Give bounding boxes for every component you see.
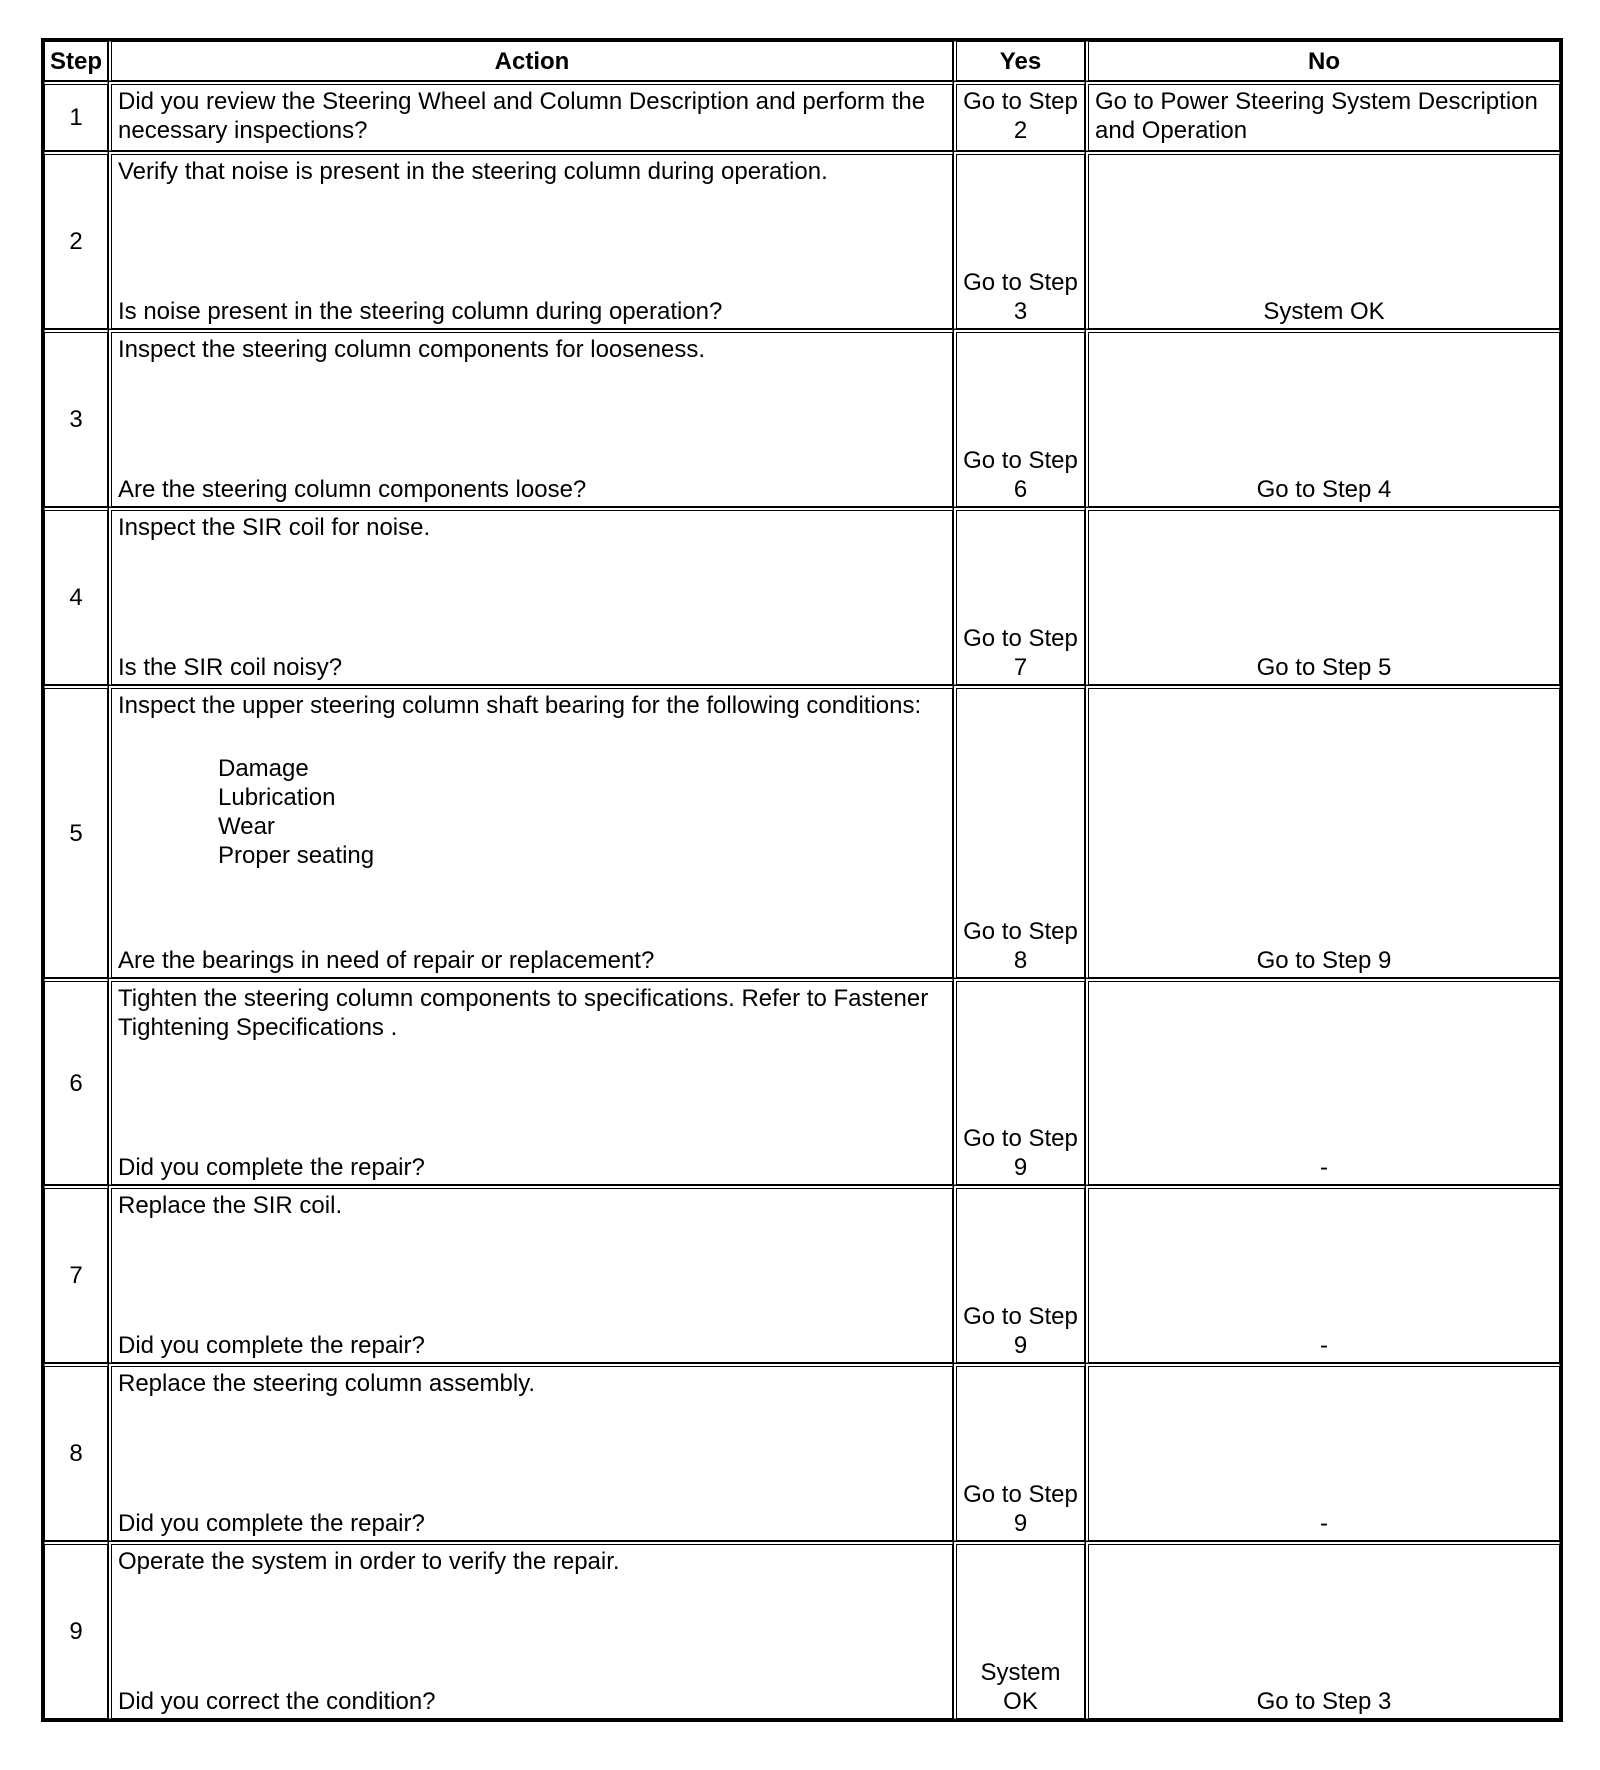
table-row — [44, 1363, 1560, 1541]
action-text: Verify that noise is present in the steering column during operation. — [118, 158, 828, 185]
yes-line-1: Go to Step — [963, 1125, 1078, 1152]
header-no: No — [1085, 41, 1560, 81]
step-number: 7 — [44, 1185, 108, 1363]
no-text: Go to Power Steering System Description and Operation — [1095, 88, 1538, 144]
step-number: 4 — [44, 507, 108, 685]
action-text: Inspect the steering column components for looseness. — [118, 336, 705, 363]
action-cell — [108, 1185, 953, 1363]
action-cell — [108, 329, 953, 507]
no-cell — [1085, 507, 1560, 685]
yes-line-1: Go to Step — [963, 1303, 1078, 1330]
step-number: 9 — [44, 1541, 108, 1719]
list-item: Wear — [218, 813, 275, 840]
yes-cell — [953, 1363, 1085, 1541]
list-item: Proper seating — [218, 842, 375, 869]
list-item: Lubrication — [218, 784, 336, 811]
header-step: Step — [44, 41, 108, 81]
no-text: - — [1320, 1332, 1328, 1359]
action-text: Operate the system in order to verify the repair. — [118, 1548, 620, 1575]
yes-line-1: Go to Step — [963, 1481, 1078, 1508]
action-cell — [108, 978, 953, 1185]
step-number: 6 — [44, 978, 108, 1185]
no-cell — [1085, 1541, 1560, 1719]
step-number: 1 — [44, 81, 108, 151]
yes-line-1: Go to Step — [963, 269, 1078, 296]
table-row — [44, 507, 1560, 685]
action-cell — [108, 151, 953, 329]
table-row — [44, 329, 1560, 507]
yes-line-2: OK — [1003, 1688, 1038, 1715]
yes-line-2: 3 — [1013, 298, 1028, 325]
no-text: System OK — [1263, 298, 1385, 325]
yes-line-2: 9 — [1013, 1510, 1028, 1537]
action-text: Tighten the steering column components to specifications. Refer to Fastener Tightening Specifications . — [118, 985, 929, 1041]
action-text: Inspect the SIR coil for noise. — [118, 514, 431, 541]
yes-line-1: Go to Step — [963, 88, 1078, 115]
header-row — [44, 41, 1560, 81]
yes-cell — [953, 507, 1085, 685]
action-question: Did you complete the repair? — [118, 1154, 425, 1181]
step-number: 8 — [44, 1363, 108, 1541]
no-cell — [1085, 81, 1560, 151]
table-row — [44, 1541, 1560, 1719]
yes-cell — [953, 81, 1085, 151]
table-row — [44, 978, 1560, 1185]
yes-cell — [953, 151, 1085, 329]
action-cell — [108, 685, 953, 978]
step-number: 5 — [44, 685, 108, 978]
diagnostic-table — [41, 38, 1563, 1722]
list-item: Damage — [218, 755, 309, 782]
no-text: Go to Step 5 — [1256, 654, 1392, 681]
no-cell — [1085, 151, 1560, 329]
yes-line-1: Go to Step — [963, 625, 1078, 652]
no-text: Go to Step 3 — [1256, 1688, 1392, 1715]
step-number: 2 — [44, 151, 108, 329]
yes-cell — [953, 329, 1085, 507]
no-text: - — [1320, 1154, 1328, 1181]
action-question: Did you complete the repair? — [118, 1510, 425, 1537]
no-cell — [1085, 978, 1560, 1185]
step-number: 3 — [44, 329, 108, 507]
no-cell — [1085, 1363, 1560, 1541]
action-question: Did you correct the condition? — [118, 1688, 436, 1715]
table-row — [44, 1185, 1560, 1363]
no-cell — [1085, 1185, 1560, 1363]
yes-line-1: Go to Step — [963, 918, 1078, 945]
action-question: Did you complete the repair? — [118, 1332, 425, 1359]
no-text: - — [1320, 1510, 1328, 1537]
action-question: Is noise present in the steering column during operation? — [118, 298, 723, 325]
action-cell — [108, 507, 953, 685]
table-row — [44, 685, 1560, 978]
yes-line-2: 9 — [1013, 1154, 1028, 1181]
action-text: Did you review the Steering Wheel and Column Description and perform the necessary inspections? — [118, 88, 926, 144]
action-text: Replace the SIR coil. — [118, 1192, 343, 1219]
yes-line-2: 6 — [1013, 476, 1028, 503]
table-row — [44, 151, 1560, 329]
action-text: Inspect the upper steering column shaft bearing for the following conditions: — [118, 692, 922, 719]
yes-line-2: 8 — [1013, 947, 1028, 974]
table-row — [44, 81, 1560, 151]
yes-line-2: 7 — [1013, 654, 1028, 681]
action-cell — [108, 1541, 953, 1719]
action-cell — [108, 81, 953, 151]
no-text: Go to Step 9 — [1256, 947, 1392, 974]
yes-line-1: Go to Step — [963, 447, 1078, 474]
header-yes: Yes — [953, 41, 1085, 81]
no-cell — [1085, 685, 1560, 978]
action-question: Is the SIR coil noisy? — [118, 654, 343, 681]
yes-cell — [953, 685, 1085, 978]
action-cell — [108, 1363, 953, 1541]
condition-list — [118, 754, 946, 870]
yes-line-1: System — [980, 1659, 1061, 1686]
yes-line-2: 2 — [1013, 117, 1028, 144]
no-cell — [1085, 329, 1560, 507]
yes-line-2: 9 — [1013, 1332, 1028, 1359]
action-question: Are the bearings in need of repair or replacement? — [118, 947, 655, 974]
yes-cell — [953, 1541, 1085, 1719]
action-question: Are the steering column components loose? — [118, 476, 587, 503]
header-action: Action — [108, 41, 953, 81]
yes-cell — [953, 1185, 1085, 1363]
no-text: Go to Step 4 — [1256, 476, 1392, 503]
action-text: Replace the steering column assembly. — [118, 1370, 536, 1397]
yes-cell — [953, 978, 1085, 1185]
